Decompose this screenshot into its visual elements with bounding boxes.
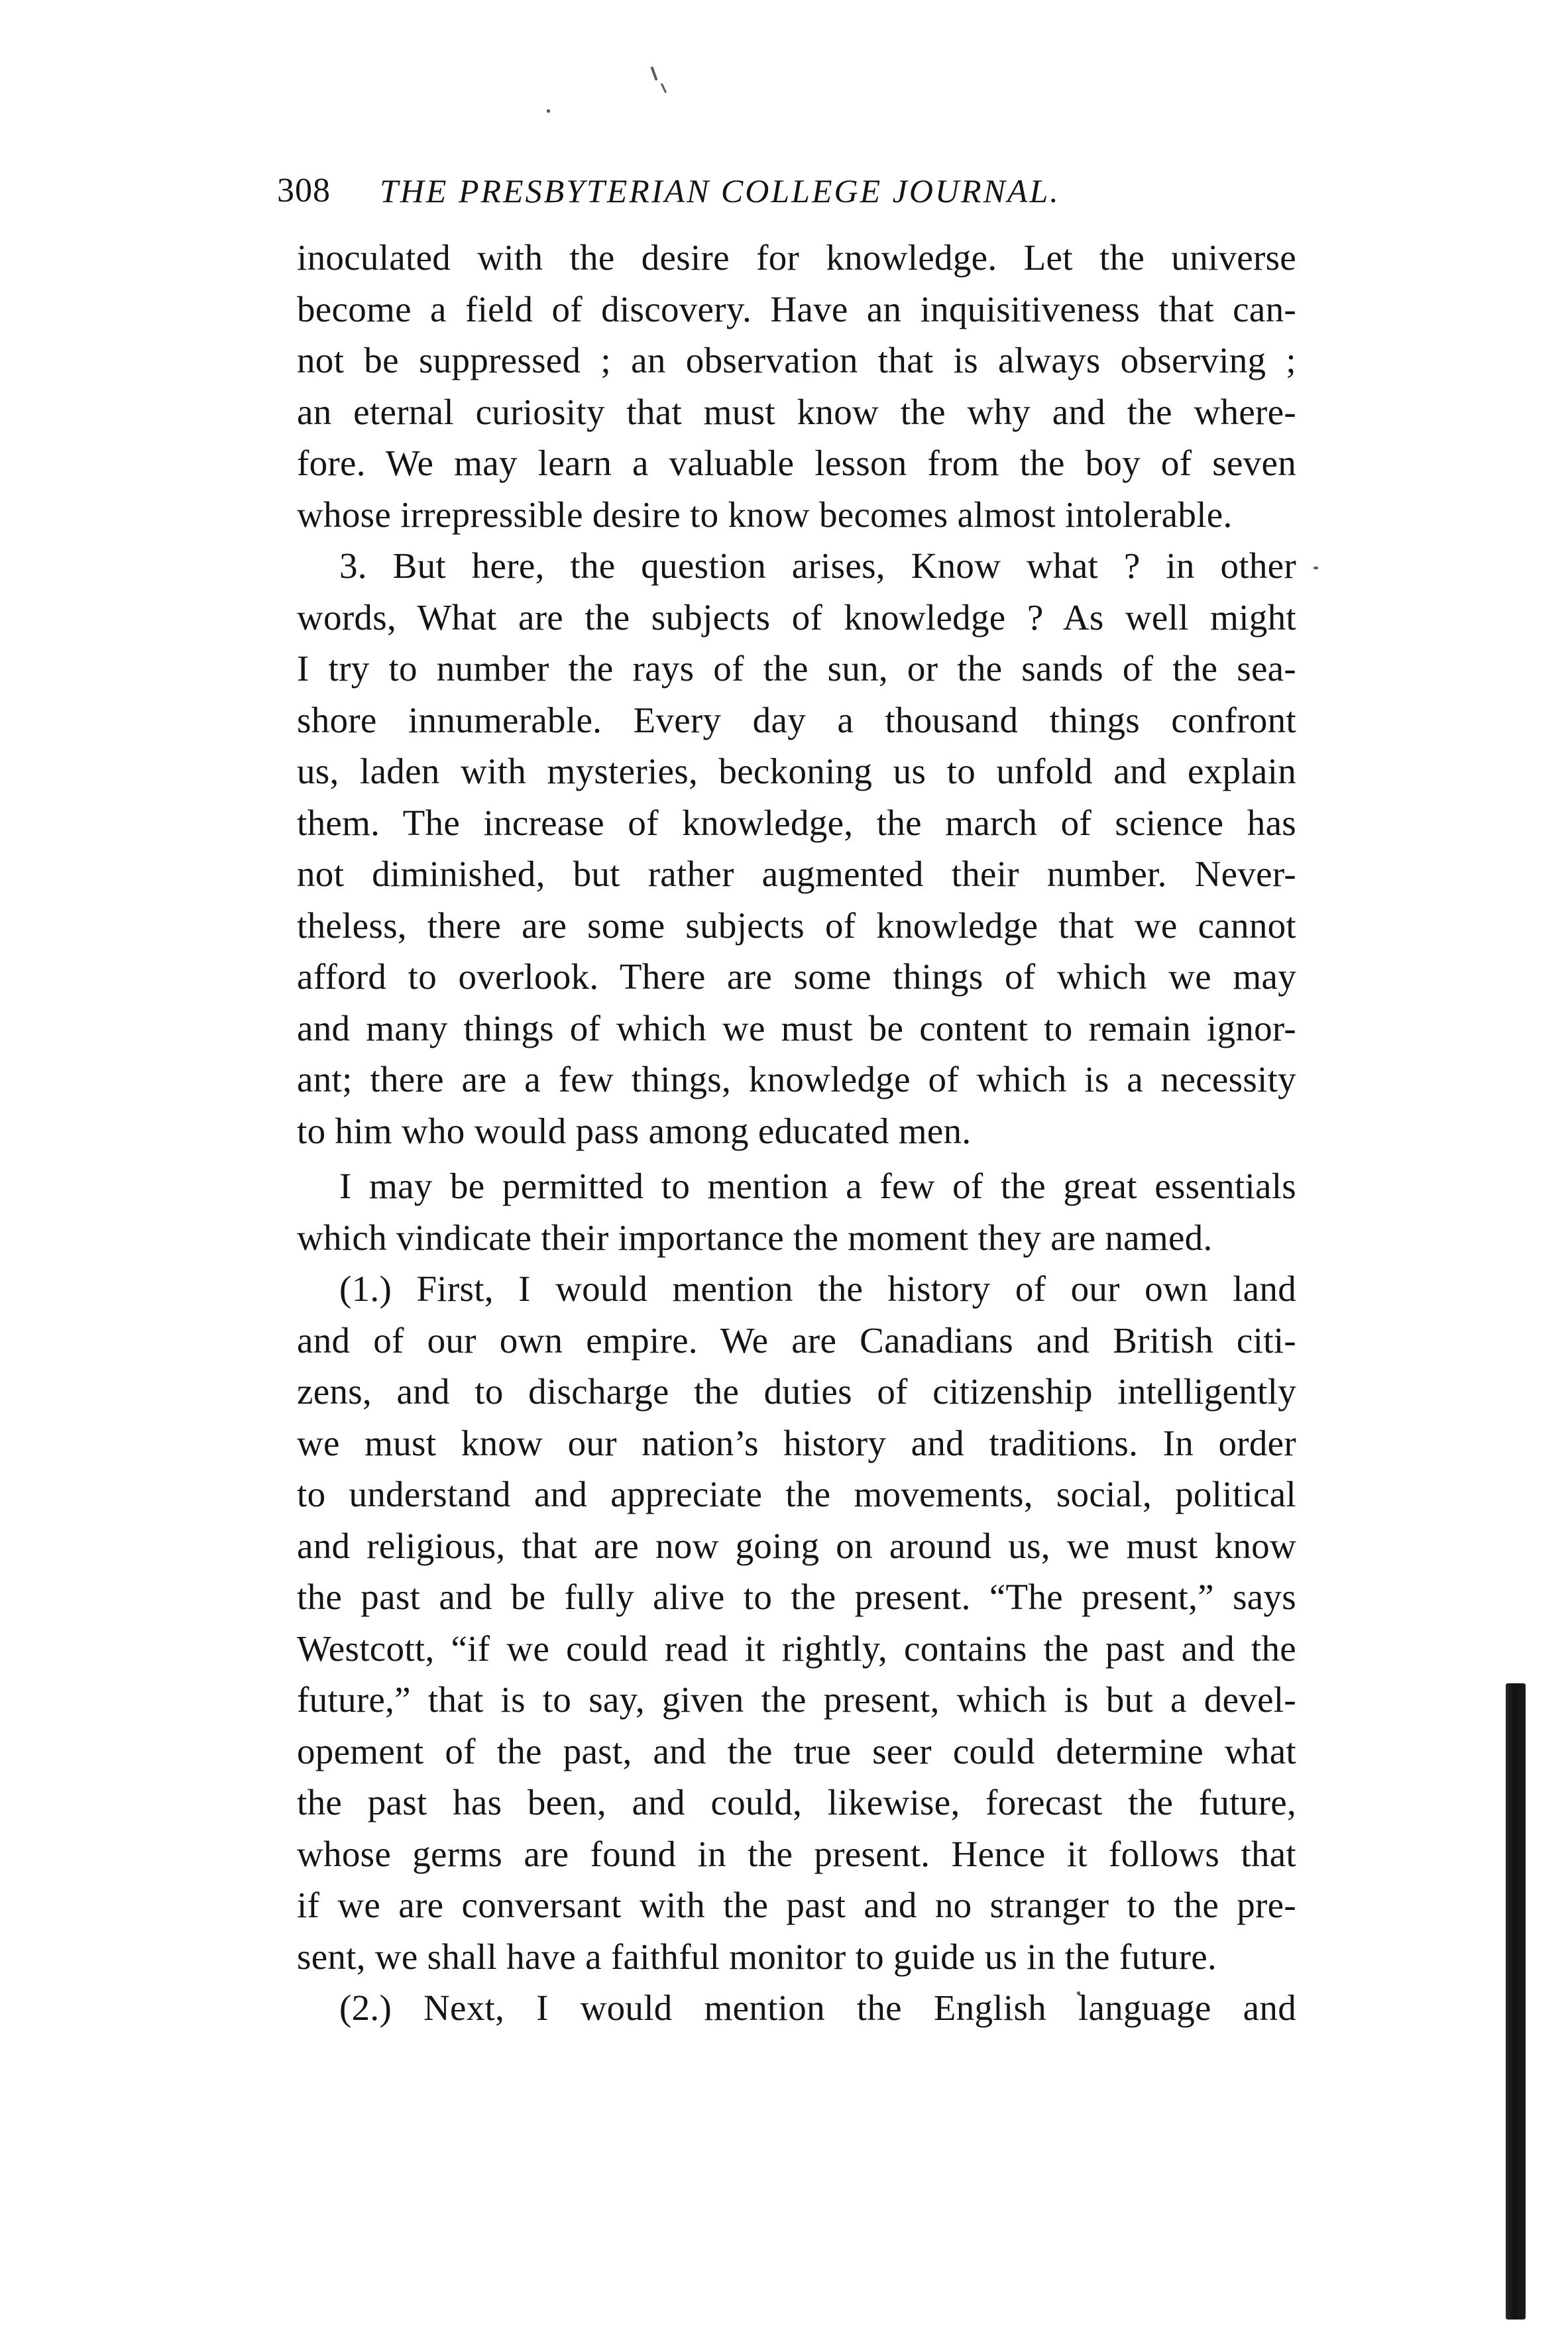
text-line: ant; there are a few things, knowledge of which is a necessity (297, 1059, 1296, 1099)
text-line: we must know our nation’s history and traditions. In order (297, 1422, 1296, 1463)
text-line: inoculated with the desire for knowledge. Let the universe (297, 237, 1296, 278)
running-head (277, 164, 1311, 217)
text-line: the past has been, and could, likewise, forecast the future, (297, 1782, 1296, 1822)
text-line: future,” that is to say, given the present, which is but a devel- (297, 1679, 1296, 1720)
text-line: Westcott, “if we could read it rightly, contains the past and the (297, 1628, 1296, 1669)
scan-binding-edge (1506, 1683, 1526, 2320)
text-line: theless, there are some subjects of knowledge that we cannot (297, 905, 1296, 946)
text-line: fore. We may learn a valuable lesson from the boy of seven (297, 443, 1296, 483)
text-line: them. The increase of knowledge, the march of science has (297, 802, 1296, 843)
text-line: whose germs are found in the present. Hence it follows that (297, 1833, 1296, 1874)
text-line: the past and be fully alive to the present. “The present,” says (297, 1577, 1296, 1617)
journal-title: THE PRESBYTERIAN COLLEGE JOURNAL. (380, 172, 1060, 209)
scan-speck (661, 83, 667, 93)
text-line: afford to overlook. There are some things of which we may (297, 956, 1296, 997)
text-line: 3. But here, the question arises, Know what ? in other (339, 545, 1296, 586)
text-line: (1.) First, I would mention the history of our own land (339, 1268, 1296, 1309)
scan-speck (650, 66, 657, 81)
text-line: us, laden with mysteries, beckoning us to unfold and explain (297, 751, 1296, 791)
text-line: become a field of discovery. Have an inquisitiveness that can- (297, 288, 1296, 329)
text-line: which vindicate their importance the moment they are named. (297, 1217, 1213, 1258)
page-number: 308 (277, 172, 331, 209)
text-line: whose irrepressible desire to know becomes almost intolerable. (297, 494, 1233, 535)
body-text (297, 232, 1296, 2034)
text-line: if we are conversant with the past and no stranger to the pre- (297, 1885, 1296, 1925)
text-line: I may be permitted to mention a few of the great essentials (339, 1166, 1296, 1206)
text-line: to him who would pass among educated men. (297, 1110, 972, 1151)
text-line: not diminished, but rather augmented their number. Never- (297, 854, 1296, 894)
scan-speck (547, 109, 550, 113)
text-line: an eternal curiosity that must know the why and the where- (297, 391, 1296, 432)
text-line: opement of the past, and the true seer could determine what (297, 1730, 1296, 1771)
text-line: words, What are the subjects of knowledge ? As well might (297, 596, 1296, 638)
text-line: and many things of which we must be content to remain ignor- (297, 1007, 1296, 1048)
text-line: to understand and appreciate the movements, social, political (297, 1474, 1296, 1514)
text-line: not be suppressed ; an observation that is always observing ; (297, 340, 1296, 380)
text-line: and religious, that are now going on around us, we must know (297, 1525, 1296, 1566)
text-line: zens, and to discharge the duties of citizenship intelligently (297, 1371, 1296, 1412)
text-line: I try to number the rays of the sun, or the sands of the sea- (297, 648, 1296, 689)
scan-speck (1314, 567, 1318, 569)
text-line: shore innumerable. Every day a thousand things confront (297, 699, 1296, 740)
text-line: (2.) Next, I would mention the English language and (339, 1987, 1296, 2028)
text-line: sent, we shall have a faithful monitor to guide us in the future. (297, 1936, 1217, 1977)
text-line: and of our own empire. We are Canadians and British citi- (297, 1319, 1296, 1361)
